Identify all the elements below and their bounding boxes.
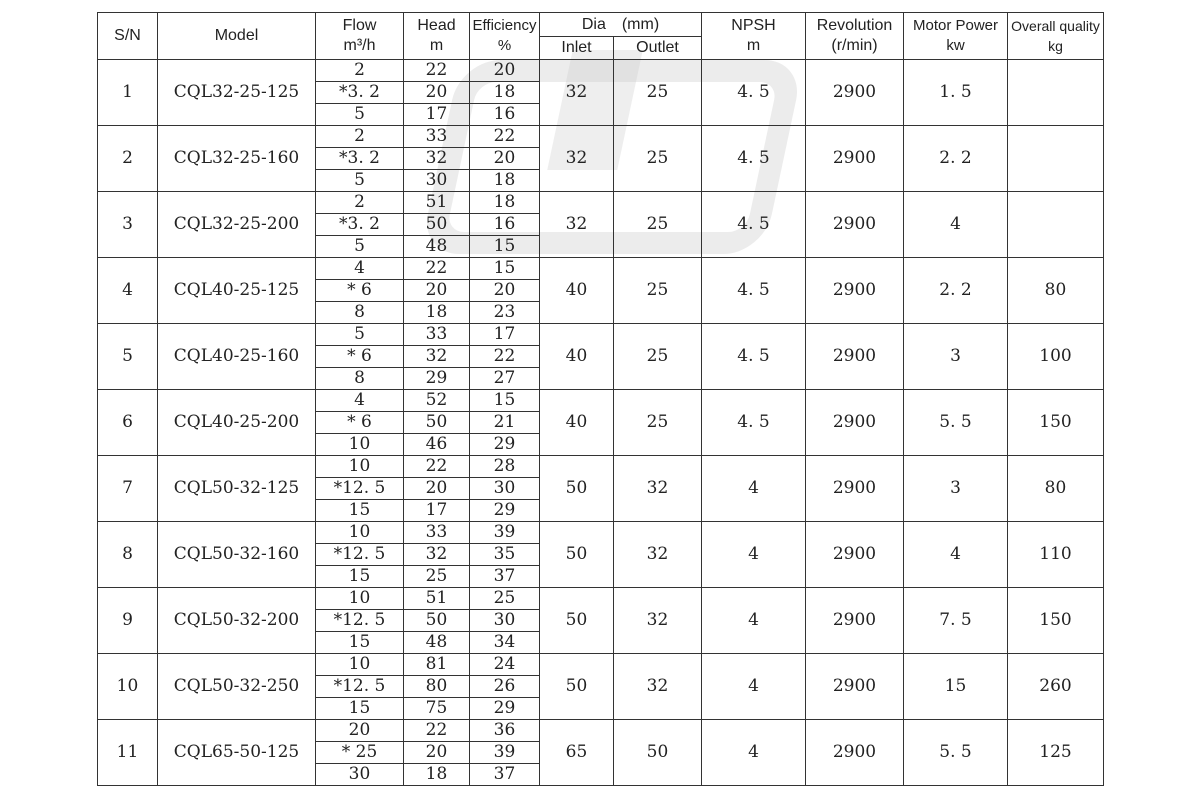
cell-efficiency: 30 <box>470 478 540 500</box>
cell-flow: * 6 <box>316 346 404 368</box>
cell-npsh: 4. 5 <box>702 258 806 324</box>
cell-head: 32 <box>404 346 470 368</box>
cell-revolution: 2900 <box>806 522 904 588</box>
cell-inlet: 32 <box>540 60 614 126</box>
table-row <box>98 324 1104 346</box>
cell-flow: 10 <box>316 588 404 610</box>
cell-head: 33 <box>404 522 470 544</box>
cell-efficiency: 16 <box>470 214 540 236</box>
cell-revolution: 2900 <box>806 192 904 258</box>
revolution-label: Revolution <box>816 17 893 34</box>
cell-head: 46 <box>404 434 470 456</box>
cell-weight: 80 <box>1008 258 1104 324</box>
cell-model: CQL40-25-200 <box>158 390 316 456</box>
cell-flow: *12. 5 <box>316 676 404 698</box>
cell-flow: 10 <box>316 522 404 544</box>
cell-npsh: 4 <box>702 588 806 654</box>
revolution-unit: (r/min) <box>831 37 878 54</box>
cell-model: CQL65-50-125 <box>158 720 316 786</box>
cell-flow: 5 <box>316 104 404 126</box>
cell-efficiency: 15 <box>470 236 540 258</box>
table-row <box>98 456 1104 478</box>
cell-npsh: 4. 5 <box>702 192 806 258</box>
cell-head: 18 <box>404 764 470 786</box>
cell-outlet: 32 <box>614 588 702 654</box>
cell-revolution: 2900 <box>806 456 904 522</box>
cell-flow: 15 <box>316 566 404 588</box>
head-unit: m <box>429 37 444 54</box>
cell-flow: 15 <box>316 698 404 720</box>
cell-npsh: 4 <box>702 654 806 720</box>
cell-revolution: 2900 <box>806 60 904 126</box>
cell-outlet: 50 <box>614 720 702 786</box>
cell-efficiency: 28 <box>470 456 540 478</box>
cell-efficiency: 22 <box>470 126 540 148</box>
cell-outlet: 32 <box>614 654 702 720</box>
table-row <box>98 258 1104 280</box>
cell-sn: 8 <box>98 522 158 588</box>
motor-power-label: Motor Power <box>912 17 999 34</box>
overall-quality-unit: kg <box>1048 38 1063 54</box>
cell-flow: 2 <box>316 60 404 82</box>
col-head-header <box>404 13 470 60</box>
cell-sn: 9 <box>98 588 158 654</box>
cell-efficiency: 37 <box>470 566 540 588</box>
cell-efficiency: 22 <box>470 346 540 368</box>
cell-revolution: 2900 <box>806 390 904 456</box>
efficiency-label: Efficiency <box>472 17 537 34</box>
cell-head: 25 <box>404 566 470 588</box>
col-npsh-header <box>702 13 806 60</box>
cell-flow: 2 <box>316 192 404 214</box>
cell-head: 50 <box>404 412 470 434</box>
cell-head: 22 <box>404 720 470 742</box>
cell-efficiency: 23 <box>470 302 540 324</box>
cell-efficiency: 15 <box>470 258 540 280</box>
cell-efficiency: 25 <box>470 588 540 610</box>
cell-model: CQL50-32-125 <box>158 456 316 522</box>
cell-outlet: 25 <box>614 60 702 126</box>
cell-head: 22 <box>404 456 470 478</box>
cell-flow: *12. 5 <box>316 544 404 566</box>
cell-efficiency: 18 <box>470 170 540 192</box>
cell-sn: 7 <box>98 456 158 522</box>
cell-efficiency: 16 <box>470 104 540 126</box>
cell-head: 17 <box>404 104 470 126</box>
cell-model: CQL50-32-200 <box>158 588 316 654</box>
cell-npsh: 4 <box>702 522 806 588</box>
cell-head: 18 <box>404 302 470 324</box>
cell-revolution: 2900 <box>806 258 904 324</box>
table-row <box>98 654 1104 676</box>
pump-spec-table <box>97 12 1104 786</box>
cell-model: CQL40-25-125 <box>158 258 316 324</box>
cell-sn: 11 <box>98 720 158 786</box>
cell-head: 50 <box>404 610 470 632</box>
cell-inlet: 32 <box>540 126 614 192</box>
cell-outlet: 25 <box>614 324 702 390</box>
cell-efficiency: 39 <box>470 742 540 764</box>
cell-sn: 3 <box>98 192 158 258</box>
cell-flow: *3. 2 <box>316 214 404 236</box>
cell-flow: 30 <box>316 764 404 786</box>
cell-flow: 5 <box>316 236 404 258</box>
cell-npsh: 4. 5 <box>702 324 806 390</box>
cell-head: 51 <box>404 192 470 214</box>
overall-quality-label: Overall quality <box>1011 18 1100 34</box>
cell-weight: 100 <box>1008 324 1104 390</box>
table-row <box>98 60 1104 82</box>
col-inlet-header: Inlet <box>540 37 614 60</box>
cell-efficiency: 21 <box>470 412 540 434</box>
cell-flow: 4 <box>316 258 404 280</box>
cell-flow: 15 <box>316 632 404 654</box>
cell-model: CQL40-25-160 <box>158 324 316 390</box>
cell-flow: 2 <box>316 126 404 148</box>
cell-flow: 10 <box>316 654 404 676</box>
cell-outlet: 32 <box>614 456 702 522</box>
cell-flow: *3. 2 <box>316 82 404 104</box>
cell-outlet: 32 <box>614 522 702 588</box>
cell-head: 20 <box>404 280 470 302</box>
cell-head: 22 <box>404 60 470 82</box>
cell-motor-power: 3 <box>904 456 1008 522</box>
cell-model: CQL32-25-125 <box>158 60 316 126</box>
cell-head: 33 <box>404 126 470 148</box>
cell-motor-power: 15 <box>904 654 1008 720</box>
cell-head: 75 <box>404 698 470 720</box>
cell-head: 29 <box>404 368 470 390</box>
cell-efficiency: 35 <box>470 544 540 566</box>
cell-motor-power: 2. 2 <box>904 258 1008 324</box>
cell-head: 52 <box>404 390 470 412</box>
table-row <box>98 390 1104 412</box>
cell-outlet: 25 <box>614 390 702 456</box>
cell-flow: 4 <box>316 390 404 412</box>
cell-head: 17 <box>404 500 470 522</box>
col-outlet-header: Outlet <box>614 37 702 60</box>
cell-outlet: 25 <box>614 126 702 192</box>
cell-flow: 5 <box>316 170 404 192</box>
cell-efficiency: 39 <box>470 522 540 544</box>
cell-weight: 110 <box>1008 522 1104 588</box>
cell-efficiency: 29 <box>470 500 540 522</box>
cell-motor-power: 5. 5 <box>904 390 1008 456</box>
head-label: Head <box>417 17 456 34</box>
cell-inlet: 50 <box>540 522 614 588</box>
flow-label: Flow <box>342 17 377 34</box>
cell-inlet: 32 <box>540 192 614 258</box>
cell-efficiency: 20 <box>470 148 540 170</box>
flow-unit: m³/h <box>343 37 376 54</box>
cell-revolution: 2900 <box>806 324 904 390</box>
cell-head: 20 <box>404 742 470 764</box>
cell-head: 22 <box>404 258 470 280</box>
cell-flow: *3. 2 <box>316 148 404 170</box>
efficiency-unit: % <box>497 37 512 54</box>
npsh-unit: m <box>746 37 761 54</box>
cell-inlet: 50 <box>540 654 614 720</box>
cell-model: CQL32-25-200 <box>158 192 316 258</box>
table-row <box>98 588 1104 610</box>
cell-flow: * 6 <box>316 412 404 434</box>
cell-npsh: 4 <box>702 720 806 786</box>
cell-weight <box>1008 60 1104 126</box>
cell-efficiency: 17 <box>470 324 540 346</box>
cell-weight <box>1008 192 1104 258</box>
cell-flow: 20 <box>316 720 404 742</box>
cell-flow: *12. 5 <box>316 610 404 632</box>
col-sn-header: S/N <box>98 13 158 60</box>
cell-model: CQL32-25-160 <box>158 126 316 192</box>
col-model-header: Model <box>158 13 316 60</box>
cell-head: 51 <box>404 588 470 610</box>
cell-efficiency: 27 <box>470 368 540 390</box>
table-row <box>98 522 1104 544</box>
cell-head: 50 <box>404 214 470 236</box>
cell-head: 80 <box>404 676 470 698</box>
cell-weight: 150 <box>1008 390 1104 456</box>
cell-outlet: 25 <box>614 192 702 258</box>
npsh-label: NPSH <box>731 17 776 34</box>
cell-weight: 125 <box>1008 720 1104 786</box>
cell-npsh: 4. 5 <box>702 60 806 126</box>
cell-head: 30 <box>404 170 470 192</box>
cell-motor-power: 2. 2 <box>904 126 1008 192</box>
cell-revolution: 2900 <box>806 654 904 720</box>
cell-flow: 8 <box>316 302 404 324</box>
cell-flow: * 25 <box>316 742 404 764</box>
table-body <box>98 60 1104 786</box>
cell-efficiency: 29 <box>470 434 540 456</box>
cell-efficiency: 34 <box>470 632 540 654</box>
cell-head: 81 <box>404 654 470 676</box>
cell-sn: 6 <box>98 390 158 456</box>
cell-efficiency: 18 <box>470 82 540 104</box>
cell-weight: 150 <box>1008 588 1104 654</box>
cell-flow: 15 <box>316 500 404 522</box>
cell-npsh: 4. 5 <box>702 390 806 456</box>
cell-model: CQL50-32-250 <box>158 654 316 720</box>
cell-flow: * 6 <box>316 280 404 302</box>
cell-model: CQL50-32-160 <box>158 522 316 588</box>
cell-weight: 260 <box>1008 654 1104 720</box>
cell-flow: 5 <box>316 324 404 346</box>
col-efficiency-header <box>470 13 540 60</box>
cell-efficiency: 24 <box>470 654 540 676</box>
cell-flow: *12. 5 <box>316 478 404 500</box>
cell-efficiency: 37 <box>470 764 540 786</box>
cell-motor-power: 4 <box>904 192 1008 258</box>
cell-npsh: 4 <box>702 456 806 522</box>
table-row <box>98 720 1104 742</box>
cell-inlet: 40 <box>540 324 614 390</box>
cell-outlet: 25 <box>614 258 702 324</box>
cell-head: 32 <box>404 544 470 566</box>
cell-efficiency: 20 <box>470 60 540 82</box>
cell-sn: 5 <box>98 324 158 390</box>
cell-inlet: 40 <box>540 258 614 324</box>
cell-inlet: 40 <box>540 390 614 456</box>
motor-power-unit: kw <box>946 37 965 54</box>
cell-head: 48 <box>404 236 470 258</box>
cell-efficiency: 30 <box>470 610 540 632</box>
cell-efficiency: 18 <box>470 192 540 214</box>
cell-head: 20 <box>404 478 470 500</box>
cell-efficiency: 29 <box>470 698 540 720</box>
cell-head: 32 <box>404 148 470 170</box>
col-weight-header <box>1008 13 1104 60</box>
cell-flow: 8 <box>316 368 404 390</box>
cell-head: 33 <box>404 324 470 346</box>
cell-head: 20 <box>404 82 470 104</box>
cell-efficiency: 36 <box>470 720 540 742</box>
cell-inlet: 50 <box>540 588 614 654</box>
cell-efficiency: 26 <box>470 676 540 698</box>
cell-motor-power: 1. 5 <box>904 60 1008 126</box>
cell-inlet: 65 <box>540 720 614 786</box>
cell-revolution: 2900 <box>806 126 904 192</box>
cell-flow: 10 <box>316 456 404 478</box>
col-flow-header <box>316 13 404 60</box>
cell-npsh: 4. 5 <box>702 126 806 192</box>
cell-sn: 4 <box>98 258 158 324</box>
cell-motor-power: 5. 5 <box>904 720 1008 786</box>
cell-flow: 10 <box>316 434 404 456</box>
table-row <box>98 192 1104 214</box>
cell-sn: 10 <box>98 654 158 720</box>
col-revolution-header <box>806 13 904 60</box>
cell-motor-power: 7. 5 <box>904 588 1008 654</box>
cell-weight: 80 <box>1008 456 1104 522</box>
cell-motor-power: 3 <box>904 324 1008 390</box>
cell-motor-power: 4 <box>904 522 1008 588</box>
cell-sn: 2 <box>98 126 158 192</box>
col-dia-header: Dia (mm) <box>540 13 702 37</box>
cell-sn: 1 <box>98 60 158 126</box>
cell-inlet: 50 <box>540 456 614 522</box>
cell-revolution: 2900 <box>806 720 904 786</box>
cell-efficiency: 20 <box>470 280 540 302</box>
cell-weight <box>1008 126 1104 192</box>
cell-efficiency: 15 <box>470 390 540 412</box>
cell-head: 48 <box>404 632 470 654</box>
table-row <box>98 126 1104 148</box>
cell-revolution: 2900 <box>806 588 904 654</box>
col-motor-power-header <box>904 13 1008 60</box>
